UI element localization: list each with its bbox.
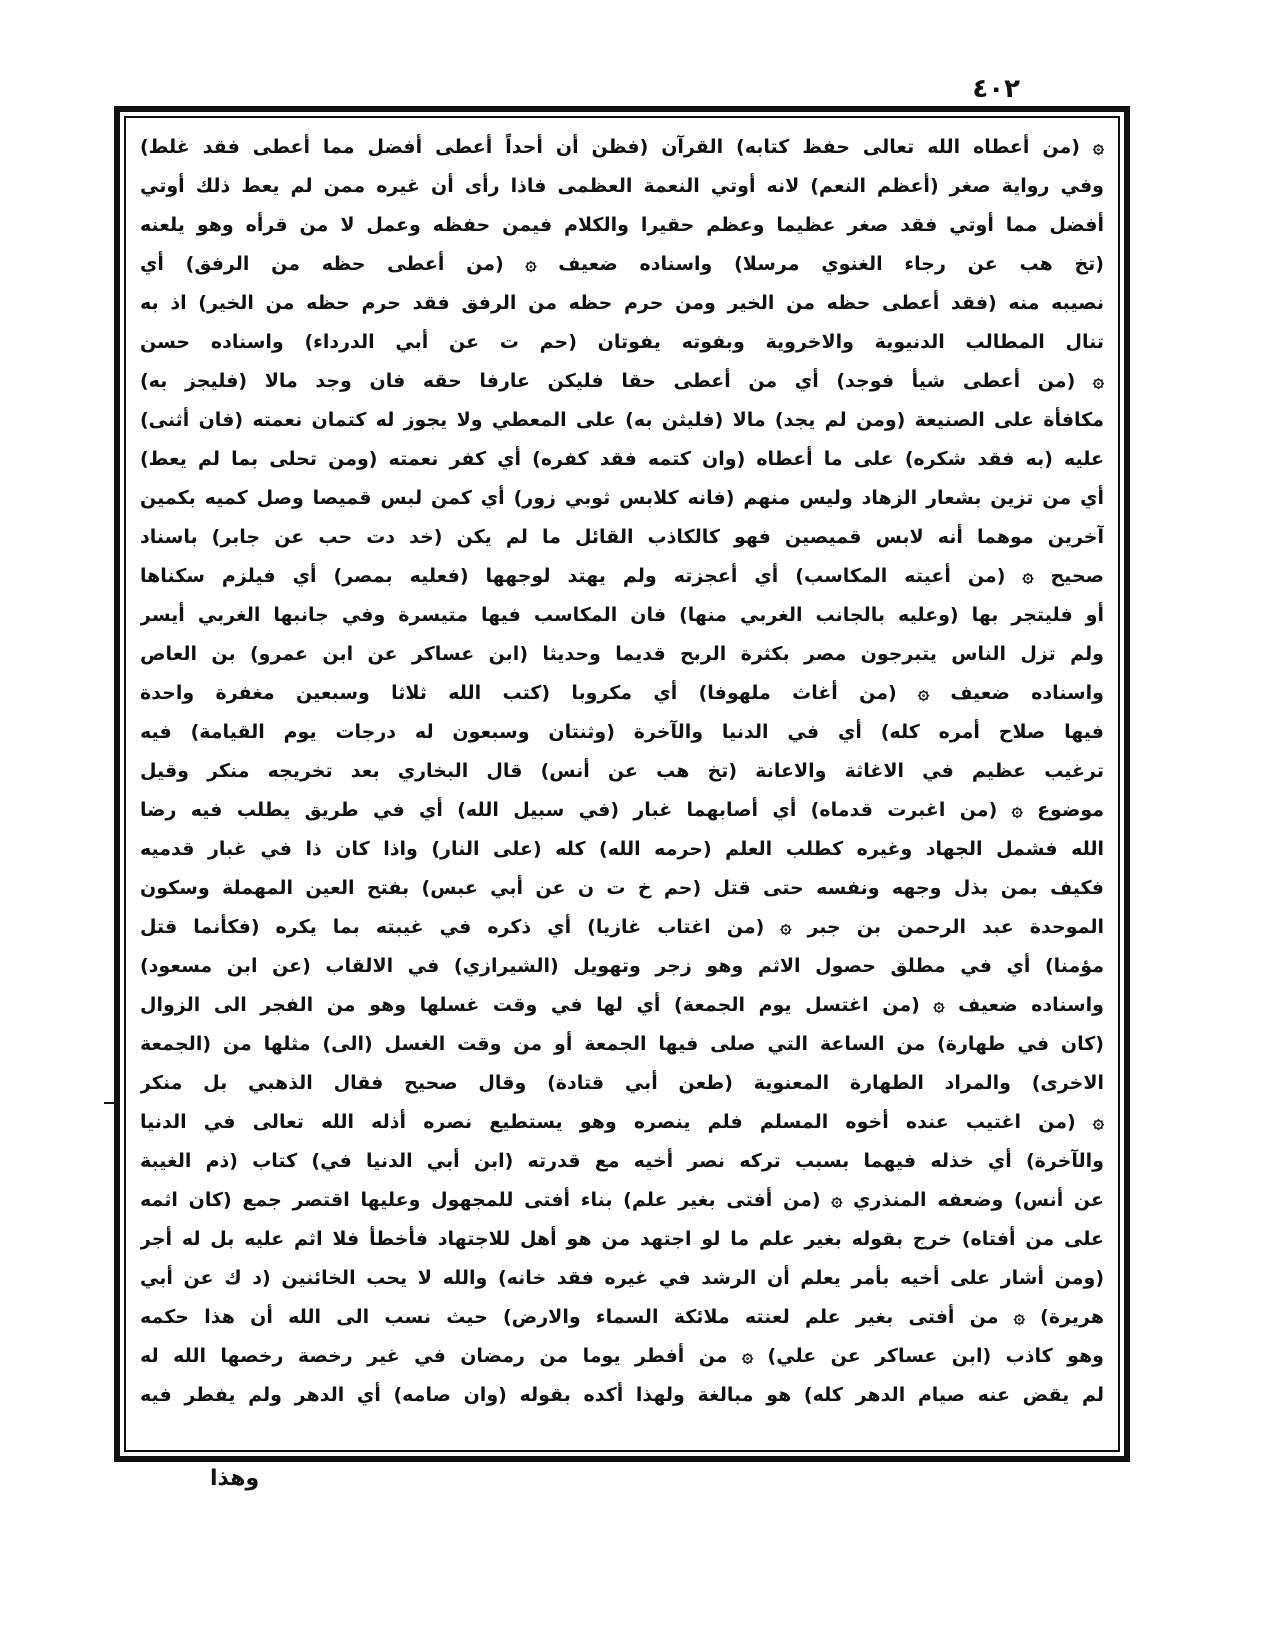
text-line: (ومن أشار على أخيه بأمر يعلم أن الرشد في غيره فقد خانه) والله لا يحب الخائنين (د ك عن أبي [140, 1267, 1104, 1289]
text-line: أو فليتجر بها (وعليه بالجانب الغربي منها) فان المكاسب فيها متيسرة وفي جانبها الغربي أيسر [140, 604, 1104, 626]
text-line: وهو كاذب (ابن عساكر عن علي) ۞ من أفطر يوما من رمضان في غير رخصة رخصها الله له [140, 1345, 1104, 1367]
text-line: وفي رواية صغر (أعظم النعم) لانه أوتي النعمة العظمى فاذا رأى أن غيره ممن لم يعط ذلك أوتي [140, 175, 1104, 197]
text-line: ۞ (من أعطى شيأ فوجد) أي من أعطى حقا فليكن عارفا حقه فان وجد مالا (فليجز به) [140, 370, 1104, 392]
text-line: أي من تزين بشعار الزهاد وليس منهم (فانه كلابس ثوبي زور) أي كمن لبس قميصا وصل كميه بكمين [140, 487, 1104, 509]
text-line: الله فشمل الجهاد وغيره كطلب العلم (حرمه الله) كله (على النار) واذا كان ذا في غبار قدميه [140, 838, 1104, 860]
text-line: عن أنس) وضعفه المنذري ۞ (من أفتى بغير علم) بناء أفتى للمجهول وعليها اقتصر جمع (كان اثمه [140, 1189, 1104, 1211]
main-text-block [140, 128, 1104, 1444]
text-line: موضوع ۞ (من اغبرت قدماه) أي أصابهما غبار (في سبيل الله) أي في طريق يطلب فيه رضا [140, 799, 1104, 821]
text-line: ۞ (من اغتيب عنده أخوه المسلم فلم ينصره وهو يستطيع نصره أذله الله تعالى في الدنيا [140, 1111, 1104, 1133]
text-line: آخرين موهما أنه لابس قميصين فهو كالكاذب القائل ما لم يكن (خد دت حب عن جابر) باسناد [140, 526, 1104, 548]
text-line: ترغيب عظيم في الاغاثة والاعانة (تخ هب عن أنس) قال البخاري بعد تخريجه منكر وقيل [140, 760, 1104, 782]
text-line: ۞ (من أعطاه الله تعالى حفظ كتابه) القرآن (فظن أن أحداً أعطى أفضل مما أعطى فقد غلط) [140, 136, 1104, 158]
text-line: واسناده ضعيف ۞ (من اغتسل يوم الجمعة) أي لها في وقت غسلها وهو من الفجر الى الزوال [140, 994, 1104, 1016]
text-line: ولم تزل الناس يتبرجون مصر بكثرة الربح قديما وحديثا (ابن عساكر عن ابن عمرو) بن العاص [140, 643, 1104, 665]
text-line: والآخرة) أي خذله فيهما بسبب تركه نصر أخيه مع قدرته (ابن أبي الدنيا في) كتاب (ذم الغيبة [140, 1150, 1104, 1172]
text-line: مكافأة على الصنيعة (ومن لم يجد) مالا (فليثن به) على المعطي ولا يجوز له كتمان نعمته (فان أثنى) [140, 409, 1104, 431]
text-line: واسناده ضعيف ۞ (من أغاث ملهوفا) أي مكروبا (كتب الله ثلاثا وسبعين مغفرة واحدة [140, 682, 1104, 704]
text-line: هريرة) ۞ من أفتى بغير علم لعنته ملائكة السماء والارض) حيث نسب الى الله أن هذا حكمه [140, 1306, 1104, 1328]
text-line: لم يقض عنه صيام الدهر كله) هو مبالغة ولهذا أكده بقوله (وان صامه) أي الدهر ولم يفطر فيه [140, 1384, 1104, 1406]
text-line: الاخرى) والمراد الطهارة المعنوية (طعن أبي قتادة) وقال صحيح فقال الذهبي بل منكر [140, 1072, 1104, 1094]
text-line: نصيبه منه (فقد أعطى حظه من الخير ومن حرم حظه من الرفق فقد حرم حظه من الخير) اذ به [140, 292, 1104, 314]
margin-mark [104, 1102, 118, 1104]
text-line: أفضل مما أوتي فقد صغر عظيما وعظم حقيرا والكلام فيمن حفظه وعمل لا من قرأه وهو يلعنه [140, 214, 1104, 236]
text-line: مؤمنا) أي في مطلق حصول الاثم وهو زجر وتهويل (الشيرازي) في الالقاب (عن ابن مسعود) [140, 955, 1104, 977]
catchword: وهذا [210, 1466, 260, 1491]
text-line: على من أفتاه) خرج بقوله بغير علم ما لو اجتهد من هو أهل للاجتهاد فأخطأ فلا اثم عليه بل له أجر [140, 1228, 1104, 1250]
text-line: صحيح ۞ (من أعيته المكاسب) أي أعجزته ولم يهتد لوجهها (فعليه بمصر) أي فيلزم سكناها [140, 565, 1104, 587]
text-line: فيها صلاح أمره كله) أي في الدنيا والآخرة (وثنتان وسبعون له درجات يوم القيامة) فيه [140, 721, 1104, 743]
text-line: الموحدة عبد الرحمن بن جبر ۞ (من اغتاب غازيا) أي ذكره في غيبته بما يكره (فكأنما قتل [140, 916, 1104, 938]
text-line: (تخ هب عن رجاء الغنوي مرسلا) واسناده ضعيف ۞ (من أعطى حظه من الرفق) أي [140, 253, 1104, 275]
text-line: فكيف بمن بذل وجهه ونفسه حتى قتل (حم خ ت ن عن أبي عبس) بفتح العين المهملة وسكون [140, 877, 1104, 899]
page-number: ٤٠٢ [972, 74, 1020, 104]
text-line: (كان في طهارة) من الساعة التي صلى فيها الجمعة أو من وقت الغسل (الى) مثلها من (الجمعة [140, 1033, 1104, 1055]
text-line: عليه (به فقد شكره) على ما أعطاه (وان كتمه فقد كفره) أي كفر نعمته (ومن تحلى بما لم يعط) [140, 448, 1104, 470]
text-line: تنال المطالب الدنيوية والاخروية وبفوته يفوتان (حم ت عن أبي الدرداء) واسناده حسن [140, 331, 1104, 353]
